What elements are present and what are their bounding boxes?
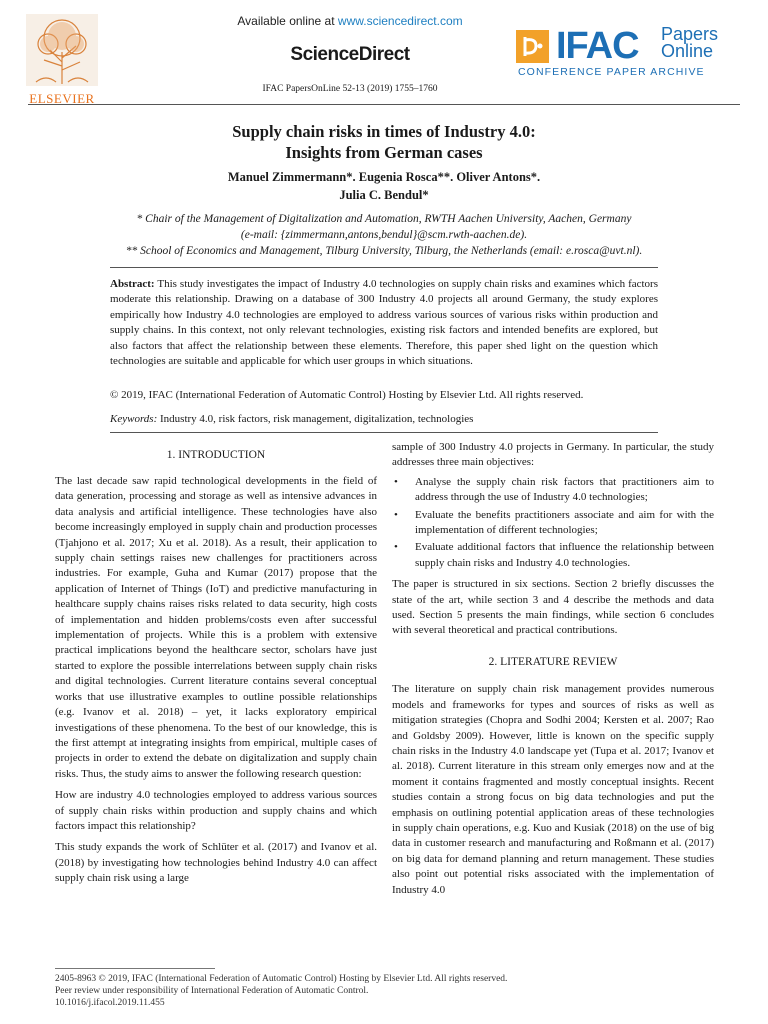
section-1-heading-wrap	[55, 449, 377, 461]
list-item	[392, 475, 714, 506]
elsevier-tree-icon	[26, 14, 98, 86]
research-question: How are industry 4.0 technologies employed to address various sources of supply chain risks within production and supply chains and which factors impact this relationship?	[55, 789, 377, 832]
author-list	[100, 168, 668, 204]
journal-reference: IFAC PapersOnLine 52-13 (2019) 1755–1760	[262, 84, 438, 94]
objective-3: Evaluate additional factors that influence the relationship between supply chain risks and Industry 4.0 technologies.	[415, 541, 714, 569]
section-1-heading: 1. INTRODUCTION	[166, 449, 266, 461]
authors-line-2: Julia C. Bendul*	[339, 188, 429, 202]
objectives-list	[392, 475, 714, 571]
ifac-emblem-icon	[516, 30, 549, 63]
authors-line-1: Manuel Zimmermann*. Eugenia Rosca**. Oliver Antons*.	[227, 170, 541, 184]
literature-paragraph-1: The literature on supply chain risk management provides numerous models and frameworks for types and sources of risks as well as mitigation strategies (Chopra and Sodhi 2004; Kersten et al. 2007; Rao and Goldsby 2009). However, little is known on the specific supply chain risks in the Industry 4.0 landscape yet (Tupa et al. 2017; Ivanov et al. 2018). Current literature in this stream only emerges now and at the moment it contains fragmented and mostly conceptual insights. Recent studies contain a strong focus on big data technologies and put the emphasis on outlining potential application areas of these technologies in supply chain operations, e.g. Kuo and Kusiak (2018) on the use of big data in customer research and manufacturing and Roßmann et al. (2017) on big data for demand planning and return management. These studies also point out potential risks associated with the implementation of Industry 4.0	[392, 683, 714, 896]
footer-rule	[55, 968, 215, 969]
structure-paragraph: The paper is structured in six sections. Section 2 briefly discusses the state of the art, while section 3 and 4 describe the methods and data used. Section 5 presents the main findings, while section 6 concludes with several theoretical and practical contributions.	[392, 578, 714, 637]
abstract	[110, 277, 658, 369]
bullet-icon: •	[394, 475, 398, 488]
list-item	[392, 508, 714, 539]
footer-peer-review: Peer review under responsibility of International Federation of Automatic Control.	[55, 986, 369, 996]
sciencedirect-brand: ScienceDirect	[290, 44, 410, 65]
affiliations	[40, 211, 728, 259]
paper-title	[100, 121, 668, 163]
affiliation-1: * Chair of the Management of Digitalization and Automation, RWTH Aachen University, Aachen, Germany	[136, 213, 632, 225]
abstract-top-rule	[110, 267, 658, 268]
online-word: Online	[661, 41, 714, 61]
abstract-text: This study investigates the impact of Industry 4.0 technologies on supply chain risks and examines which factors moderate this relationship. Drawing on a database of 300 Industry 4.0 projects all around Germany, the study explores empirically how Industry 4.0 technologies are employed to address various sources of various risks within production and supply chains. In this context, not only relevant technologies, existing risk factors and intended benefits are explored, but also factors that affect the relationship between these elements. Therefore, this paper shed light on the question which technologies are suitable and applicable for which user groups in which situations.	[110, 278, 658, 368]
availability-line	[180, 14, 520, 28]
title-line-1: Supply chain risks in times of Industry 4.0:	[232, 122, 536, 141]
footer	[55, 973, 735, 1009]
intro-paragraph-3: This study expands the work of Schlüter et al. (2017) and Ivanov et al. (2018) by investigating how technologies behind Industry 4.0 can affect supply chain risk using a large	[55, 841, 377, 885]
list-item	[392, 540, 714, 571]
abstract-label: Abstract:	[110, 278, 155, 290]
title-line-2: Insights from German cases	[285, 143, 483, 162]
keywords-label: Keywords:	[110, 413, 158, 425]
left-column	[55, 474, 377, 893]
available-prefix: Available online at	[237, 14, 338, 28]
ifac-papersonline-logo	[516, 22, 726, 82]
objective-2: Evaluate the benefits practitioners associate and aim for with the implementation of different technologies;	[415, 508, 714, 537]
intro-paragraph-1: The last decade saw rapid technological developments in the field of data generation, processing and storage as well as intensive advances in data analysis and artificial intelligence. These technologies have also become increasingly employed in supply chain and production processes (Tjahjono et al. 2017; Xu et al. 2018). As a result, their application to supply chain settings raises new challenges for practitioners across industries. For example, Guha and Kumar (2017) propose that the application of Internet of Things (IoT) and predictive manufacturing in healthcare supply chains raises risks related to data security, high costs of implementation and hidden problems/costs even after successful implementation of projects. While this is a problem with extensive practical implications beyond the healthcare sector, scholars have just started to explore the possible interrelations between supply chain risks and digital technologies. Current literature contains several conceptual works that use illustrative examples to outline possible relationships (e.g. Ivanov et al. 2018) – yet, it lacks exploratory empirical investigations of these phenomena. To the best of our knowledge, this is the first attempt at integrating insights from empirical, multiple cases of projects in order to extend the debate on digitalization and supply chain risks. Thus, the study aims to answer the following research question:	[55, 475, 377, 780]
header-divider	[28, 104, 740, 105]
abstract-bottom-rule	[110, 432, 658, 433]
right-column	[392, 440, 714, 904]
ifac-wordmark: IFAC	[556, 25, 639, 67]
section-2-heading: 2. LITERATURE REVIEW	[488, 655, 618, 668]
papers-online-wordmark	[661, 26, 718, 60]
affiliation-2: ** School of Economics and Management, Tilburg University, Tilburg, the Netherlands (email: e.rosca@uvt.nl).	[125, 245, 643, 257]
elsevier-wordmark: ELSEVIER	[29, 91, 95, 106]
keywords	[110, 413, 658, 425]
objective-1: Analyse the supply chain risk factors that practitioners aim to address through the use of Industry 4.0 technologies;	[415, 475, 714, 504]
papers-word: Papers	[661, 24, 719, 44]
bullet-icon: •	[394, 508, 398, 521]
footer-copyright: 2405-8963 © 2019, IFAC (International Federation of Automatic Control) Hosting by Elsevier Ltd. All rights reserved.	[55, 974, 508, 984]
conference-paper-archive: CONFERENCE PAPER ARCHIVE	[518, 66, 705, 78]
sciencedirect-link[interactable]: www.sciencedirect.com	[337, 14, 463, 28]
affiliation-1-email: (e-mail: {zimmermann,antons,bendul}@scm.rwth-aachen.de).	[240, 229, 528, 241]
keywords-text: Industry 4.0, risk factors, risk management, digitalization, technologies	[157, 413, 474, 425]
elsevier-logo	[26, 14, 98, 106]
intro-continuation: sample of 300 Industry 4.0 projects in Germany. In particular, the study addresses three main objectives:	[392, 441, 714, 469]
copyright-notice: © 2019, IFAC (International Federation of Automatic Control) Hosting by Elsevier Ltd. All rights reserved.	[110, 389, 584, 401]
bullet-icon: •	[394, 541, 398, 554]
footer-doi[interactable]: 10.1016/j.ifacol.2019.11.455	[55, 998, 165, 1008]
